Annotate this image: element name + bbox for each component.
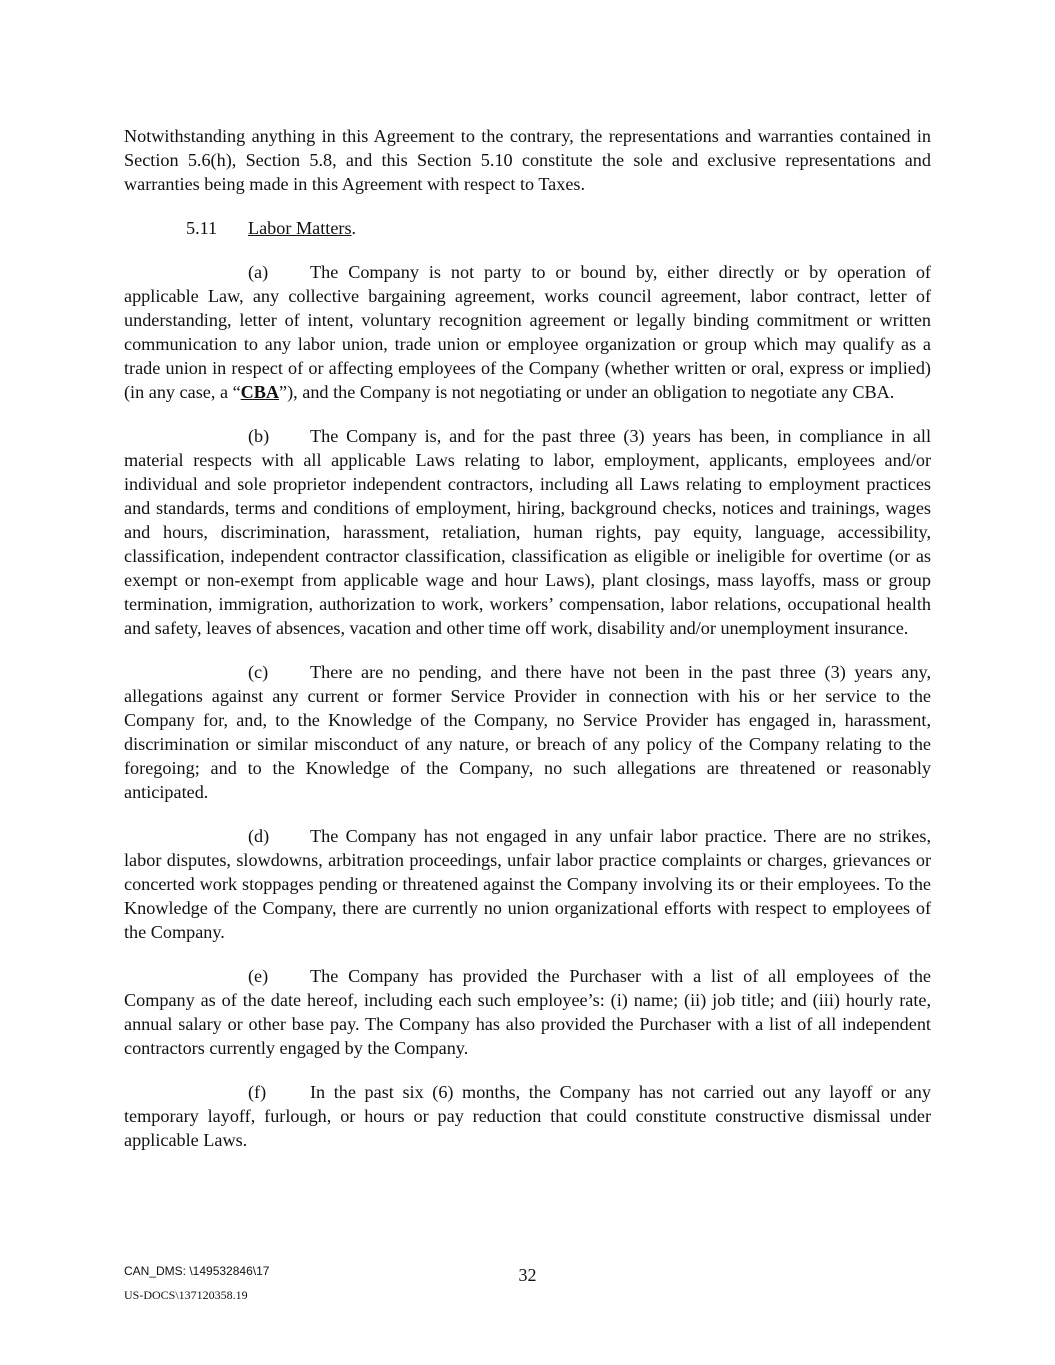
clause-label: (f) <box>248 1082 267 1102</box>
document-body <box>124 124 931 1172</box>
clause-text: There are no pending, and there have not been in the past three (3) years any, allegations against any current or former Service Provider in connection with his or her service to the Company for, and, to the Knowledge of the Company, no Service Provider has engaged in, harassment, discrimination or similar misconduct of any nature, or breach of any policy of the Company relating to the foregoing; and to the Knowledge of the Company, no such allegations are threatened or reasonably anticipated. <box>124 662 931 802</box>
page-number: 32 <box>518 1265 537 1285</box>
clause-d <box>124 824 931 944</box>
clause-b <box>124 424 931 640</box>
clause-text: The Company has not engaged in any unfair labor practice. There are no strikes, labor disputes, slowdowns, arbitration proceedings, unfair labor practice complaints or charges, grievances or concerted work stoppages pending or threatened against the Company involving its or their employees. To the Knowledge of the Company, there are currently no union organizational efforts with respect to employees of the Company. <box>124 826 931 942</box>
clause-f <box>124 1080 931 1152</box>
clause-text: The Company is not party to or bound by, either directly or by operation of applicable Law, any collective bargaining agreement, works council agreement, labor contract, letter of understanding, letter of intent, voluntary recognition agreement or legally binding commitment or written communication to any labor union, trade union or employee organization or group which may qualify as a trade union in respect of or affecting employees of the Company (whether written or oral, express or implied) (in any case, a “ <box>124 262 931 402</box>
section-heading <box>124 216 931 240</box>
clause-label: (c) <box>248 662 269 682</box>
clause-a <box>124 260 931 404</box>
clause-label: (d) <box>248 826 270 846</box>
footer-doc-id-us: US-DOCS\137120358.19 <box>124 1288 248 1302</box>
section-number: 5.11 <box>186 218 218 238</box>
section-title-suffix: . <box>351 218 357 238</box>
clause-e <box>124 964 931 1060</box>
clause-text: The Company is, and for the past three (3) years has been, in compliance in all material respects with all applicable Laws relating to labor, employment, applicants, employees and/or individual and sole proprietor independent contractors, including all Laws relating to employment practices and standards, terms and conditions of employment, hiring, background checks, notices and trainings, wages and hours, discrimination, harassment, retaliation, human rights, pay equity, language, accessibility, classification, independent contractor classification, classification as eligible or ineligible for overtime (or as exempt or non-exempt from applicable wage and hour Laws), plant closings, mass layoffs, mass or group termination, immigration, authorization to work, workers’ compensation, labor relations, occupational health and safety, leaves of absences, vacation and other time off work, disability and/or unemployment insurance. <box>124 426 931 638</box>
clause-c <box>124 660 931 804</box>
section-title: Labor Matters <box>248 218 352 238</box>
clause-label: (e) <box>248 966 269 986</box>
clause-text: The Company has provided the Purchaser with a list of all employees of the Company as of the date hereof, including each such employee’s: (i) name; (ii) job title; and (iii) hourly rate, annual salary or other base pay. The Company has also provided the Purchaser with a list of all independent contractors currently engaged by the Company. <box>124 966 931 1058</box>
clause-label: (b) <box>248 426 270 446</box>
clause-text: In the past six (6) months, the Company has not carried out any layoff or any temporary layoff, furlough, or hours or pay reduction that could constitute constructive dismissal under applicable Laws. <box>124 1082 931 1150</box>
defined-term-cba: CBA <box>240 382 280 402</box>
intro-paragraph: Notwithstanding anything in this Agreement to the contrary, the representations and warranties contained in Section 5.6(h), Section 5.8, and this Section 5.10 constitute the sole and exclusive representations and warranties being made in this Agreement with respect to Taxes. <box>124 126 931 194</box>
clause-label: (a) <box>248 262 269 282</box>
clause-text-continued: ”), and the Company is not negotiating or under an obligation to negotiate any CBA. <box>279 382 895 402</box>
footer-doc-id-can: CAN_DMS: \149532846\17 <box>124 1264 270 1278</box>
